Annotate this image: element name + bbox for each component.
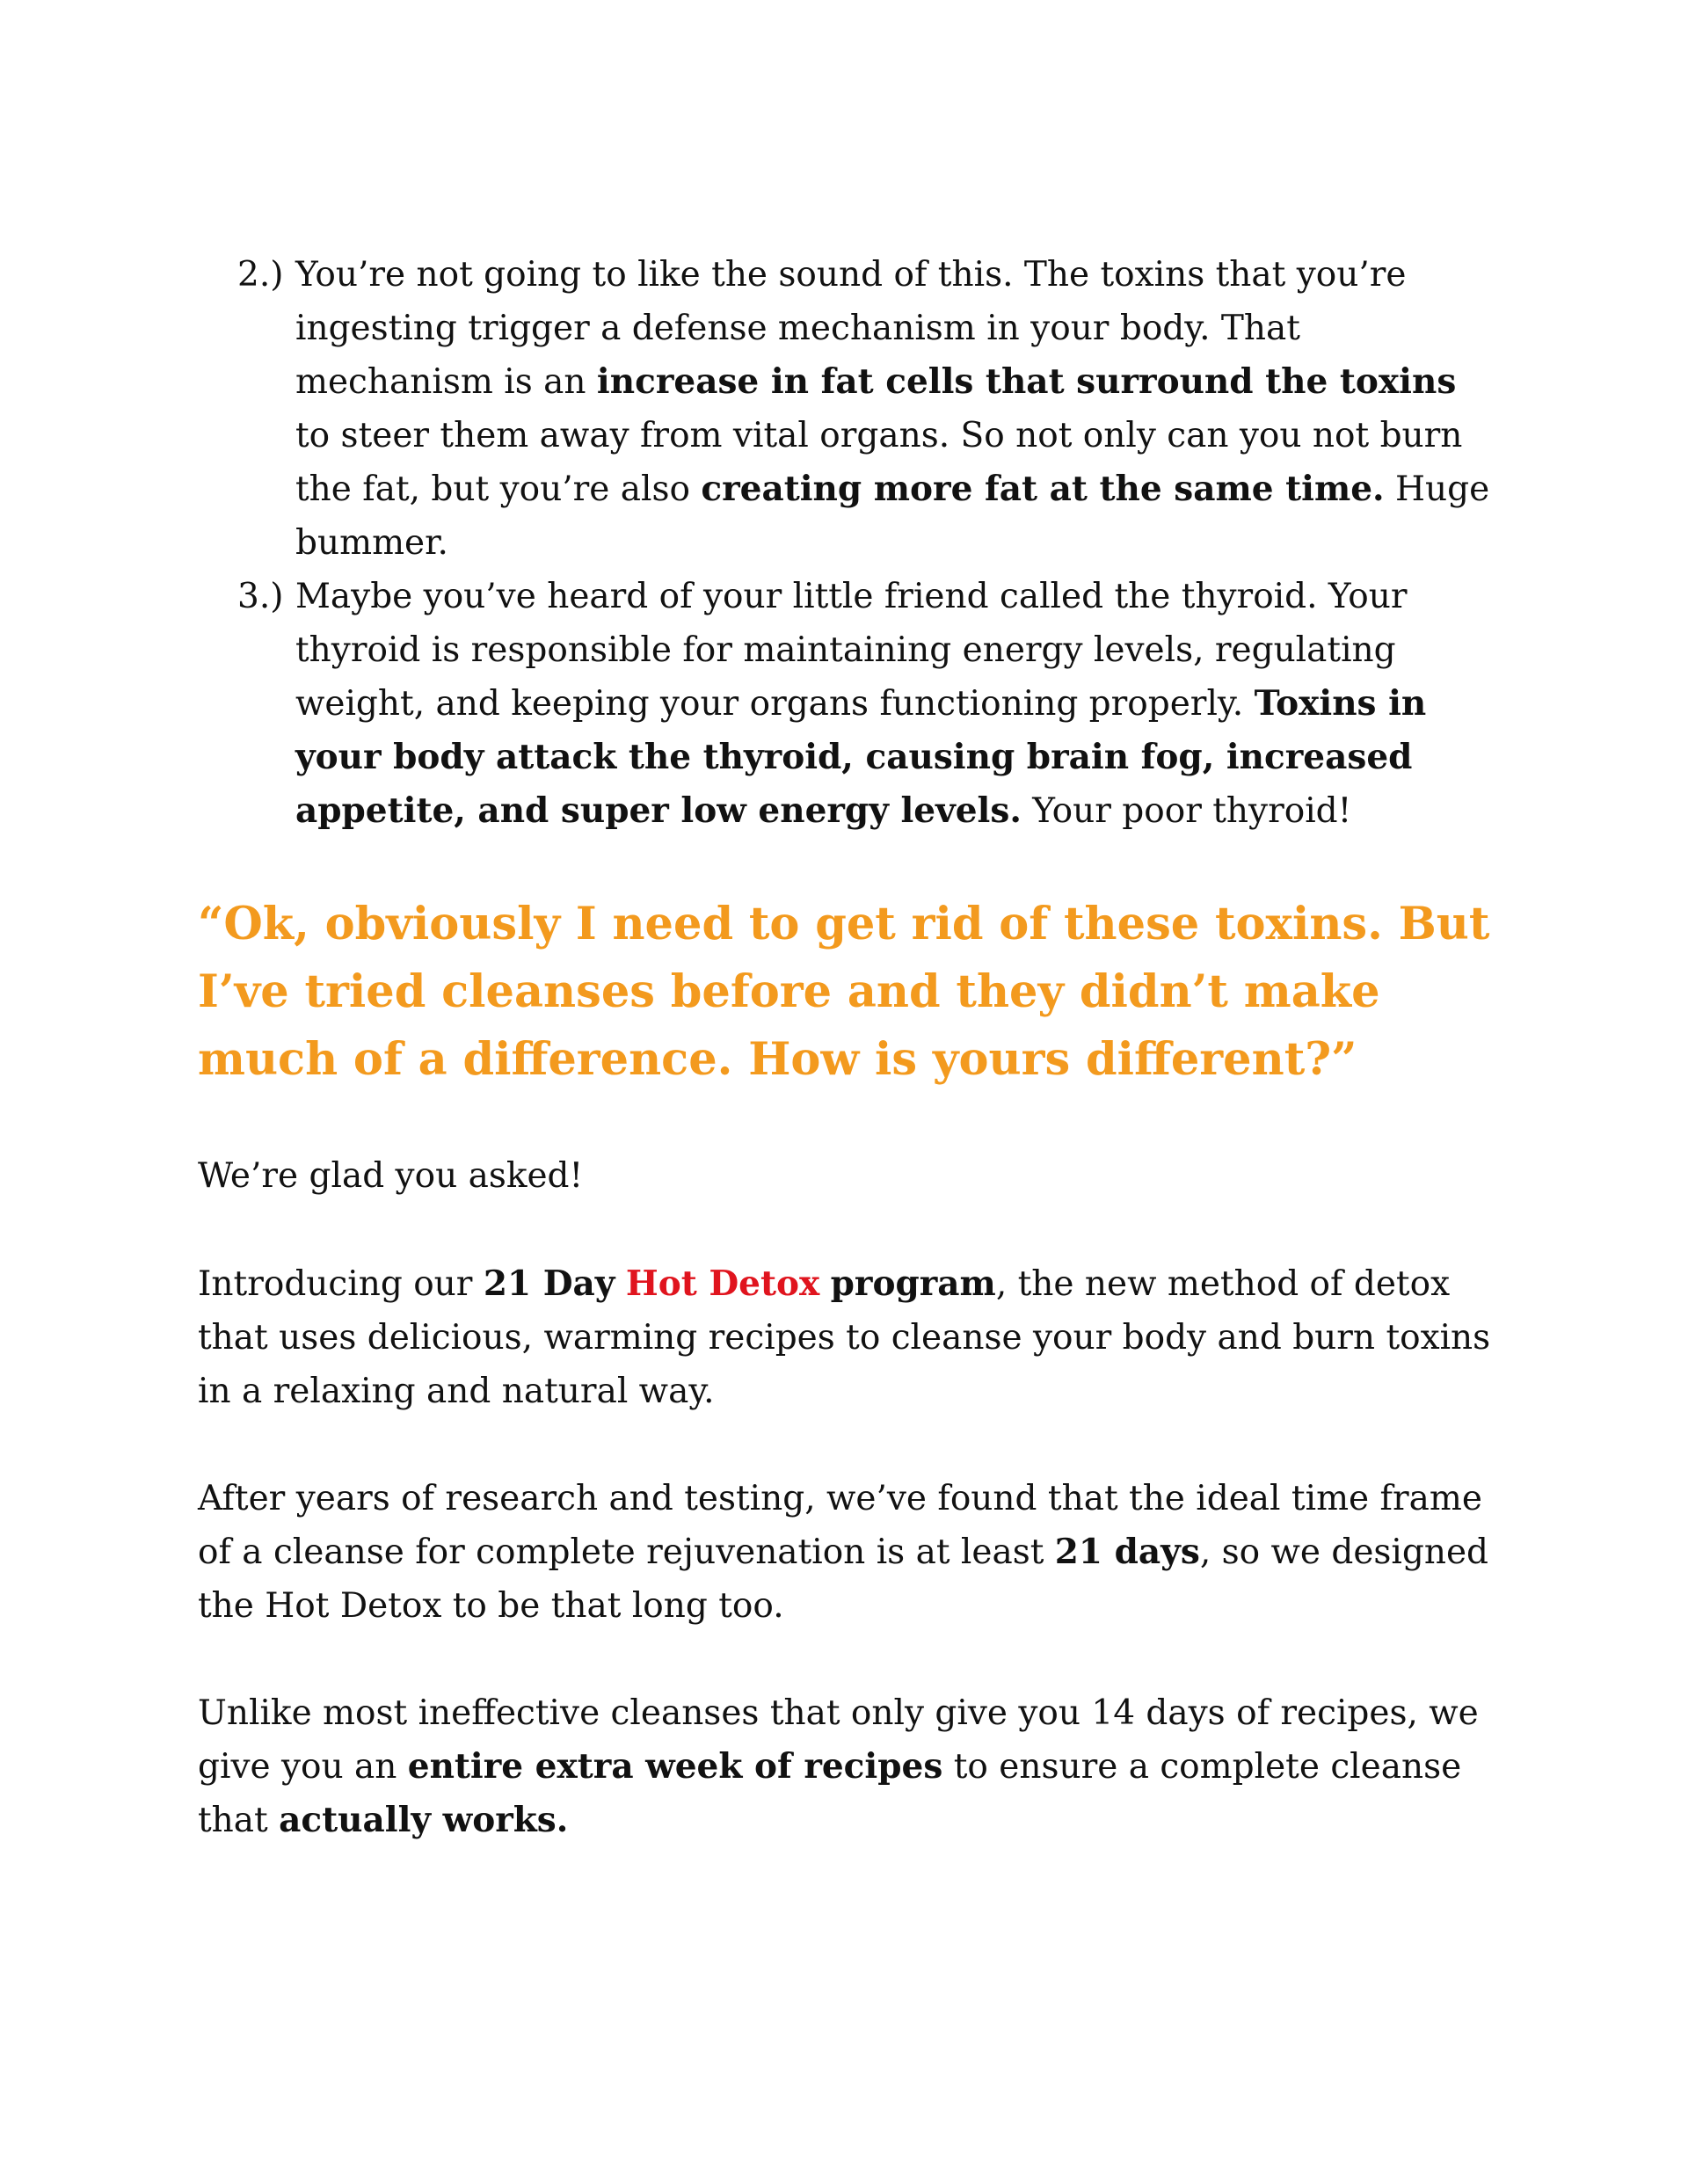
list-item-2 (237, 248, 1495, 570)
text-run: to ensure a complete cleanse that (198, 1747, 1462, 1840)
bold-phrase: actually works. (279, 1800, 569, 1840)
text-run: Introducing our (198, 1264, 484, 1304)
bold-phrase: entire extra week of recipes (407, 1746, 943, 1787)
paragraph-glad: We’re glad you asked! (198, 1156, 584, 1196)
text-run: You’re not going to like the sound of this. The toxins that you’re ingesting trigger a defense mechanism in your body. That mechanism is an (295, 255, 1407, 402)
text-run: Maybe you’ve heard of your little friend called the thyroid. Your thyroid is responsible for maintaining energy levels, regulating weight, and keeping your organs functioning properly. (295, 577, 1408, 724)
list-number: 2.) (237, 255, 284, 295)
text-run: , so we designed the Hot Detox to be that long too. (198, 1532, 1489, 1626)
text-run: , the new method of detox that uses delicious, warming recipes to cleanse your body and burn toxins in a relaxing and natural way. (198, 1264, 1491, 1411)
list-item-text (295, 570, 1495, 838)
space (615, 1264, 625, 1304)
space (819, 1264, 830, 1304)
bold-phrase: creating more fat at the same time. (701, 469, 1385, 509)
text-run: Huge bummer. (295, 470, 1490, 563)
paragraph-research (198, 1472, 1499, 1633)
list-item-text (295, 248, 1495, 570)
bold-phrase: program (830, 1263, 996, 1304)
list-number: 3.) (237, 577, 284, 616)
text-run: After years of research and testing, we’ve found that the ideal time frame of a cleanse for complete rejuvenation is at least (198, 1479, 1482, 1572)
bold-phrase: 21 days (1054, 1532, 1200, 1572)
paragraph-unlike (198, 1686, 1499, 1847)
pull-quote-heading: “Ok, obviously I need to get rid of these toxins. But I’ve tried cleanses before and they didn’t make much of a difference. How is yours different?” (198, 898, 1490, 1086)
text-run: to steer them away from vital organs. So not only can you not burn the fat, but you’re also (295, 416, 1463, 509)
text-run: Your poor thyroid! (1021, 791, 1352, 831)
list-item-3 (237, 570, 1495, 838)
bold-phrase: 21 Day (483, 1263, 615, 1304)
text-run: Unlike most ineffective cleanses that only give you 14 days of recipes, we give you an (198, 1693, 1479, 1787)
hot-detox-highlight: Hot Detox (625, 1263, 820, 1304)
bold-phrase: increase in fat cells that surround the toxins (596, 361, 1457, 402)
bold-phrase: Toxins in your body attack the thyroid, causing brain fog, increased appetite, and super low energy levels. (295, 683, 1427, 831)
paragraph-intro (198, 1257, 1499, 1418)
